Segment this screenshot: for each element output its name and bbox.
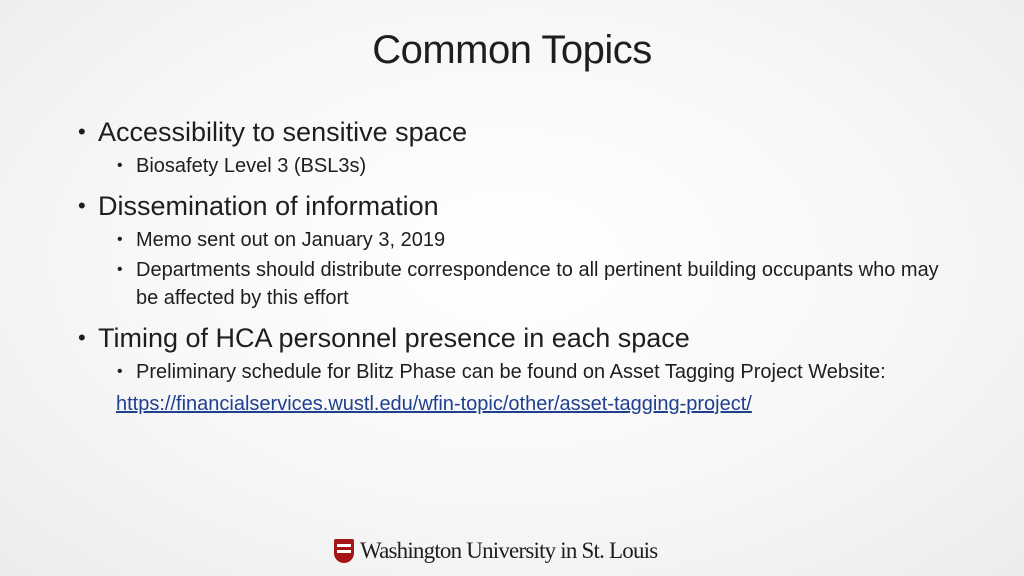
bullet-dot-icon: • [117, 231, 123, 248]
sub-bullet-schedule [76, 358, 956, 386]
bullet-accessibility [76, 114, 956, 150]
university-wordmark: Washington University in St. Louis [360, 538, 658, 563]
sub-bullet-memo [76, 226, 956, 254]
asset-tagging-project-link[interactable]: https://financialservices.wustl.edu/wfin-topic/other/asset-tagging-project/ [116, 393, 752, 415]
bullet-dot-icon: • [78, 325, 86, 350]
bullet-dot-icon: • [117, 261, 123, 278]
bullet-dot-icon: • [117, 363, 123, 380]
bullet-timing [76, 320, 956, 356]
university-seal-icon [334, 539, 354, 563]
bullet-dot-icon: • [78, 193, 86, 218]
bullet-text: Timing of HCA personnel presence in each space [98, 323, 690, 353]
bullet-text: Dissemination of information [98, 191, 439, 221]
sub-bullet-text: Preliminary schedule for Blitz Phase can be found on Asset Tagging Project Website: [136, 361, 886, 383]
sub-bullet-text: Departments should distribute correspondence to all pertinent building occupants who may be affected by this effort [136, 259, 939, 309]
bullet-list [76, 114, 956, 418]
sub-bullet-biosafety [76, 152, 956, 180]
bullet-dissemination [76, 188, 956, 224]
bullet-dot-icon: • [117, 157, 123, 174]
sub-bullet-text: Memo sent out on January 3, 2019 [136, 229, 446, 251]
slide-title: Common Topics [372, 28, 652, 72]
university-logo [334, 535, 657, 567]
sub-bullet-departments [76, 256, 956, 312]
sub-bullet-text: Biosafety Level 3 (BSL3s) [136, 155, 367, 177]
bullet-text: Accessibility to sensitive space [98, 117, 468, 147]
bullet-dot-icon: • [78, 119, 86, 144]
